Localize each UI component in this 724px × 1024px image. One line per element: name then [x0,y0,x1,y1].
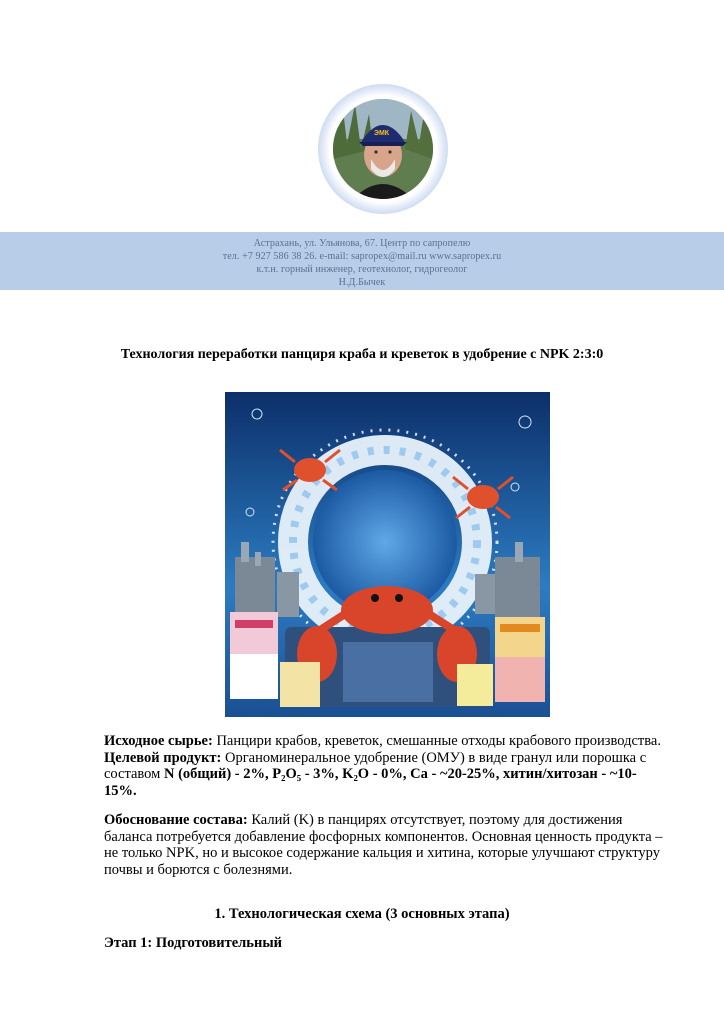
cap-logo: ЭМК [374,130,390,137]
crab-processing-illustration [225,392,550,717]
section-heading: 1. Технологическая схема (3 основных этапа) [214,906,510,922]
address-line: Астрахань, ул. Ульянова, 67. Центр по сапропелю [253,238,471,249]
author-avatar [330,96,436,202]
author-avatar-frame [318,84,448,214]
raw-material-line [104,733,674,750]
target-product-line-2 [104,766,674,783]
target-product-line-1 [104,750,674,767]
contacts-line: тел. +7 927 586 38 26. e-mail: sapropex@mail.ru www.sapropex.ru [222,251,502,262]
rationale-line-2: баланса потребуется добавление фосфорных компонентов. Основная ценность продукта – [104,828,663,845]
rationale-line-3: не только NPK, но и высокое содержание кальция и хитина, которые улучшают структуру [104,845,660,861]
raw-material-text: Панцири крабов, креветок, смешанные отходы крабового производства. [212,733,661,749]
rationale-text: Калий (K) в панцирях отсутствует, поэтому для достижения [247,812,623,828]
rationale-line-4: почвы и борются с болезнями. [104,861,293,878]
contact-banner [0,232,724,290]
composition-values-end: 15%. [104,782,137,799]
author-photo [333,99,433,199]
composition-prefix: составом [104,766,164,782]
composition-values: N (общий) - 2%, P₂O₅ - 3%, K₂O - 0%, Ca - ~20-25%, хитин/хитозан - ~10- [163,766,637,782]
author-name: Н.Д.Бычек [338,277,386,288]
product-description [104,733,674,799]
credentials-line: к.т.н. горный инженер, геотехнолог, гидрогеолог [256,264,468,275]
target-product-label: Целевой продукт: [104,749,222,766]
rationale-label: Обоснование состава: [104,812,248,828]
target-product-text: Органоминеральное удобрение (ОМУ) в виде гранул или порошка с [221,749,647,766]
document-title: Технология переработки панциря краба и креветок в удобрение с NPK 2:3:0 [120,347,604,362]
composition-rationale [104,812,674,878]
raw-material-label: Исходное сырье: [104,733,213,749]
target-product-line-3 [104,783,674,800]
rationale-line-1 [104,812,674,829]
stage-heading: Этап 1: Подготовительный [104,935,283,951]
